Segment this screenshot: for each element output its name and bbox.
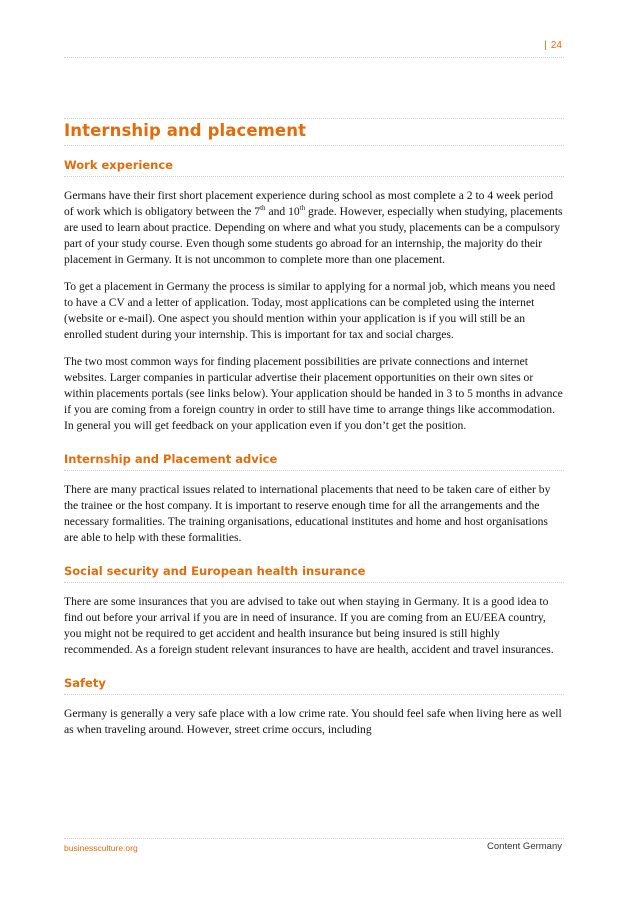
paragraph-text: and 10 [265,205,300,218]
page-number-value: 24 [550,40,562,51]
section-heading: Work experience [64,158,564,177]
footer-website: businessculture.org [64,843,138,853]
section-safety [64,676,564,738]
section-heading: Social security and European health insurance [64,564,564,583]
section-social-security [64,564,564,658]
superscript: th [260,204,266,213]
section-heading: Safety [64,676,564,695]
paragraph: Germany is generally a very safe place with a low crime rate. You should feel safe when living here as well as when traveling around. However, street crime occurs, including [64,707,562,736]
paragraph: There are some insurances that you are advised to take out when staying in Germany. It is a good idea to find out before your arrival if you are in need of insurance. If you are coming from an EU/EEA country, you might not be required to get accident and health insurance but being insured is still highly recommended. As a foreign student relevant insurances to have are health, accident and travel insurances. [64,595,554,656]
paragraph [64,188,564,268]
paragraph-text: grade. However, especially when studying, placements are used to learn about practice. Depending on where and what you study, placements can be a compulsory part of your study course. Even though some students go abroad for an internship, the majority do their placement in Germany. It is not uncommon to complete more than one placement. [64,205,563,266]
page-number [544,40,562,51]
paragraph: There are many practical issues related to international placements that need to be taken care of either by the trainee or the host company. It is important to reserve enough time for all the arrangements and the necessary formalities. The training organisations, educational institutes and home and host organisations are able to help with these formalities. [64,483,551,544]
footer-rule [64,838,564,839]
page-content [64,118,564,738]
section-placement-advice [64,452,564,546]
page-title: Internship and placement [64,118,564,146]
paragraph: The two most common ways for finding placement possibilities are private connections and internet websites. Larger companies in particular advertise their placement opportunities on their own sites or within placements portals (see links below). Your application should be handed in 3 to 5 months in advance if you are coming from a foreign country in order to still have time to arrange things like accommodation. In general you will get feedback on your application even if you don’t get the position. [64,355,563,432]
section-work-experience [64,158,564,434]
header-rule [64,57,564,58]
footer-document-title: Content Germany [487,841,562,852]
superscript: th [299,204,306,213]
page-number-divider: | [544,40,547,51]
paragraph: To get a placement in Germany the process is similar to applying for a normal job, which means you need to have a CV and a letter of application. Today, most applications can be completed using the internet (website or e-mail). One aspect you should mention within your application is if you will still be an enrolled student during your internship. This is important for tax and social charges. [64,280,556,341]
section-heading: Internship and Placement advice [64,452,564,471]
paragraph-text: Germans have their first short placement experience during school as most complete a 2 to 4 week period of work which is obligatory between the 7 [64,189,554,218]
